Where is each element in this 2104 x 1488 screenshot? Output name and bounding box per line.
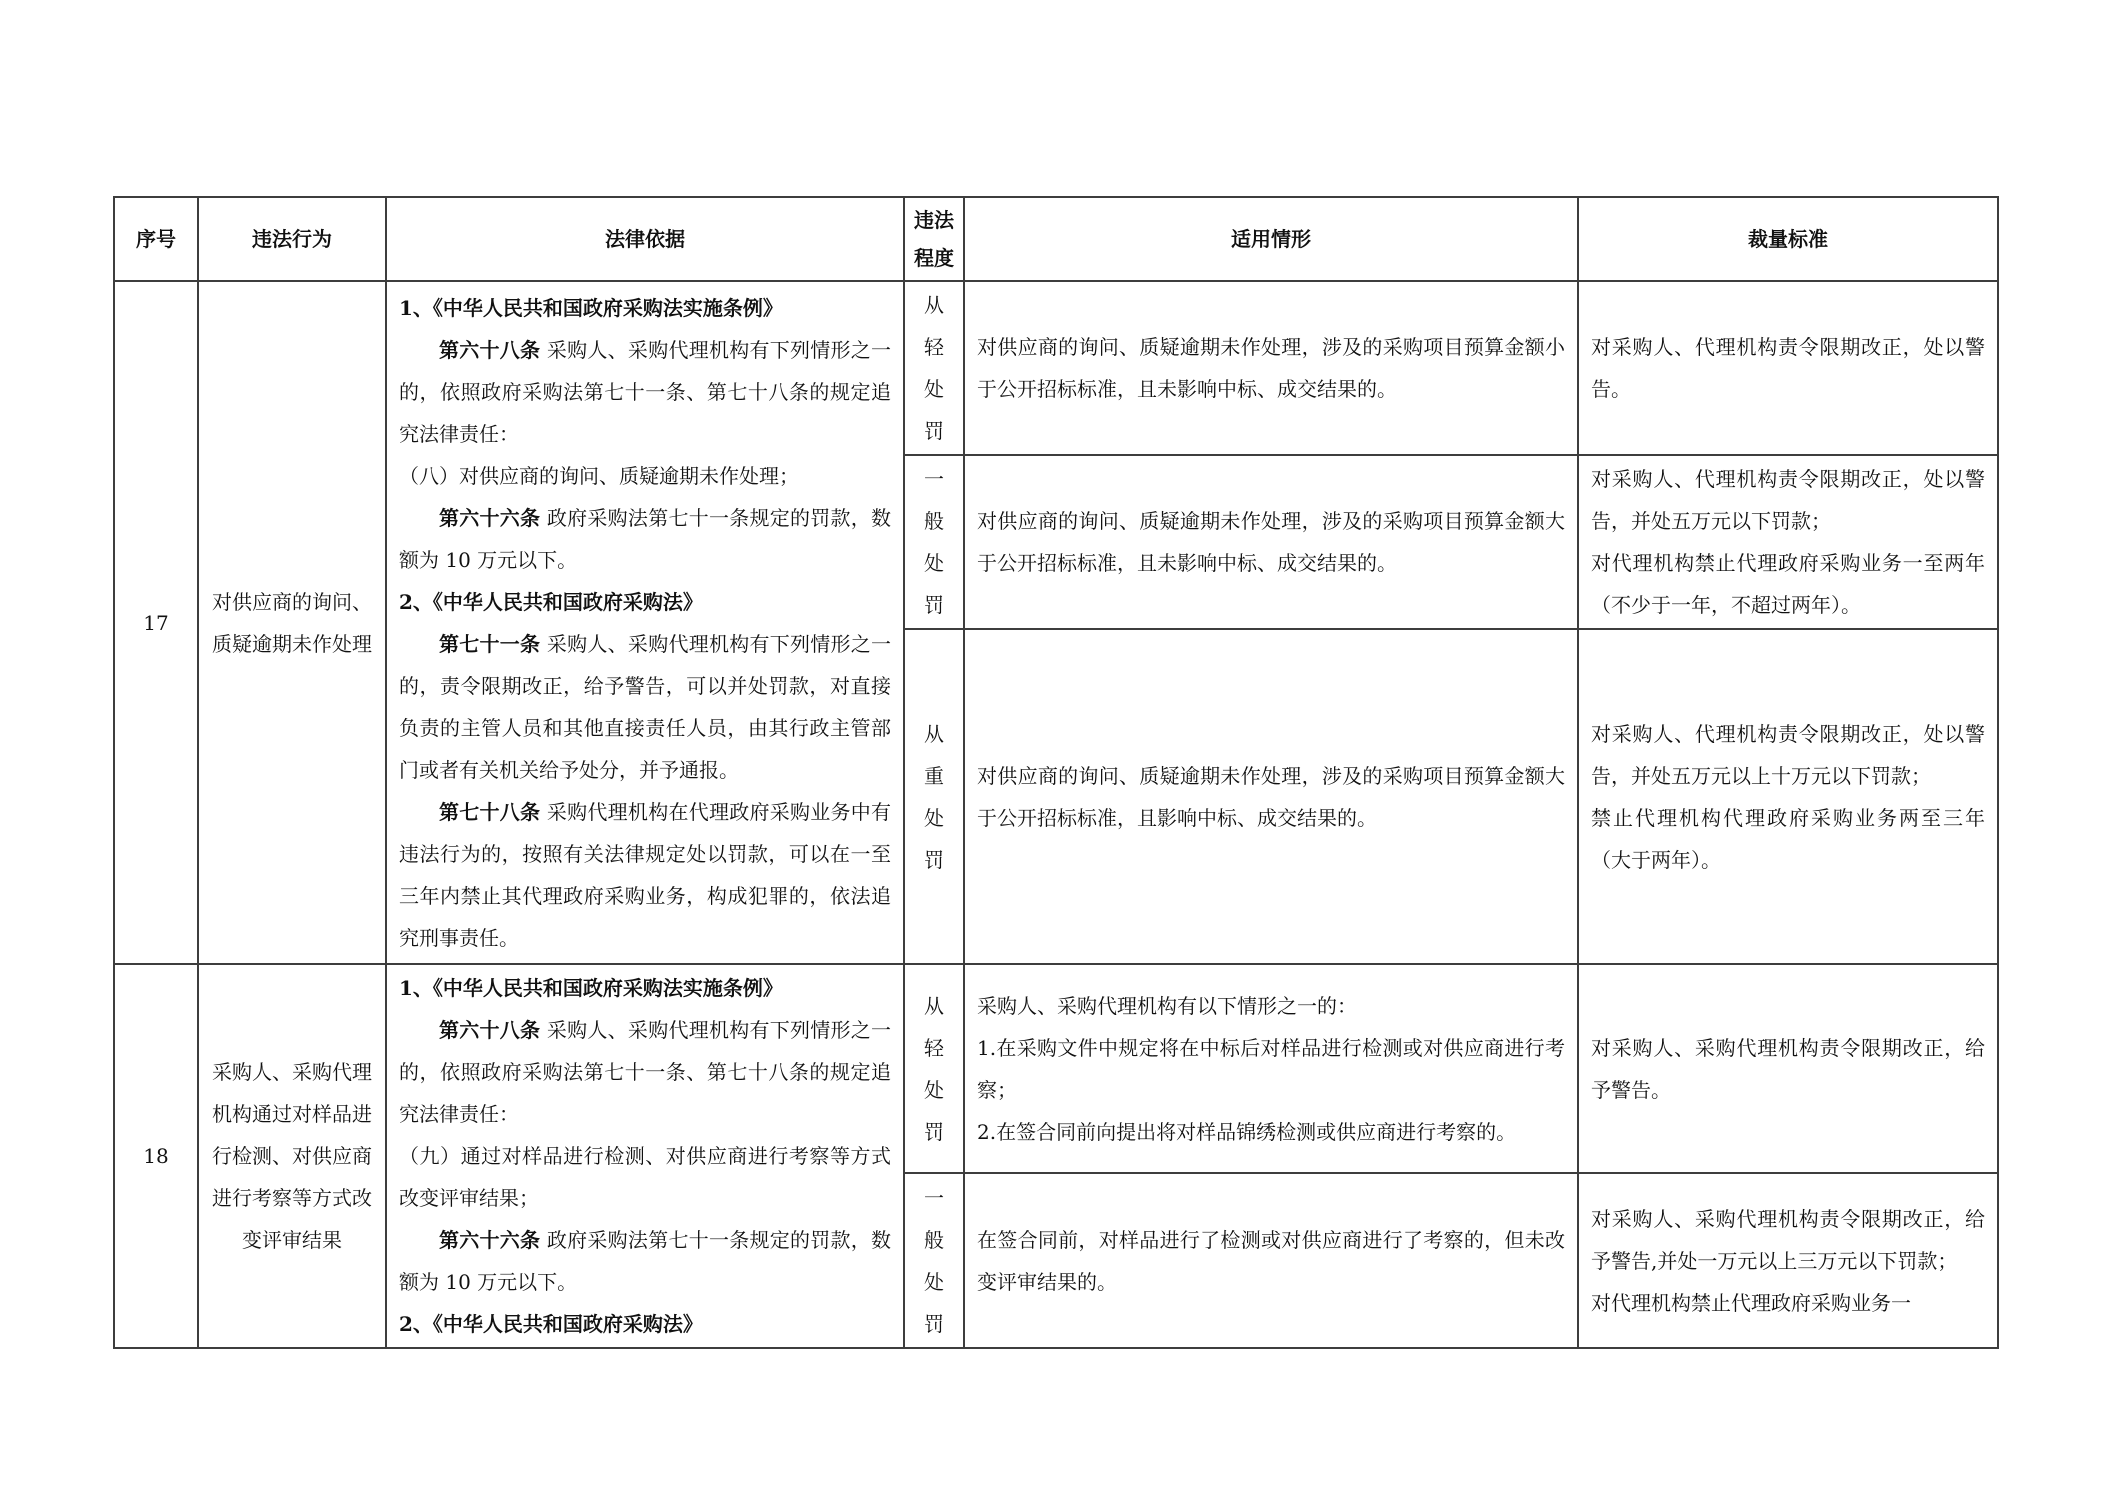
standard-line: 对采购人、代理机构责令限期改正，处以警告。: [1591, 335, 1985, 401]
cell-discretion-standard: [1578, 1173, 1998, 1348]
situation-line: 对供应商的询问、质疑逾期未作处理，涉及的采购项目预算金额大于公开招标标准，且影响中标、成交结果的。: [977, 763, 1565, 830]
situation-line: 对供应商的询问、质疑逾期未作处理，涉及的采购项目预算金额小于公开招标标准，且未影响中标、成交结果的。: [977, 335, 1565, 401]
situation-line: 采购人、采购代理机构有以下情形之一的：: [977, 993, 1357, 1018]
cell-applicable-situation: [964, 964, 1578, 1173]
penalty-discretion-table: [113, 196, 1999, 1349]
cell-applicable-situation: [964, 629, 1578, 964]
table-row: [114, 281, 1998, 455]
cell-applicable-situation: [964, 281, 1578, 455]
legal-text: 政府采购法第七十一条规定的罚款，数额为 10 万元以下。: [399, 505, 892, 572]
legal-basis-paragraph: [399, 791, 891, 959]
cell-violation-degree: 从轻处罚: [904, 281, 964, 455]
cell-legal-basis: [386, 281, 904, 964]
legal-article-ref: 第六十八条: [439, 1018, 541, 1042]
cell-applicable-situation: [964, 1173, 1578, 1348]
legal-basis-paragraph: [399, 329, 891, 455]
col-header-legal-basis: 法律依据: [386, 197, 904, 281]
cell-violation-degree: 从重处罚: [904, 629, 964, 964]
standard-line: 对代理机构禁止代理政府采购业务一至两年（不少于一年，不超过两年）。: [1591, 551, 1985, 617]
cell-violation-degree: 从轻处罚: [904, 964, 964, 1173]
col-header-standard: 裁量标准: [1578, 197, 1998, 281]
col-header-situation: 适用情形: [964, 197, 1578, 281]
table-body: [114, 281, 1998, 1348]
legal-basis-paragraph: [399, 967, 891, 1009]
legal-text: （八）对供应商的询问、质疑逾期未作处理；: [399, 463, 799, 488]
legal-text: 采购人、采购代理机构有下列情形之一的，依照政府采购法第七十一条、第七十八条的规定追究法律责任：: [399, 1018, 892, 1126]
cell-discretion-standard: [1578, 281, 1998, 455]
legal-article-ref: 2、《中华人民共和国政府采购法》: [399, 589, 703, 614]
legal-basis-paragraph: [399, 455, 891, 497]
situation-line: 对供应商的询问、质疑逾期未作处理，涉及的采购项目预算金额大于公开招标标准，且未影响中标、成交结果的。: [977, 509, 1565, 575]
legal-basis-paragraph: [399, 1135, 891, 1219]
standard-line: 对代理机构禁止代理政府采购业务一: [1591, 1290, 1911, 1315]
legal-basis-paragraph: [399, 287, 891, 329]
cell-discretion-standard: [1578, 964, 1998, 1173]
legal-article-ref: 1、《中华人民共和国政府采购法实施条例》: [399, 976, 783, 1000]
cell-sequence-number: 17: [114, 281, 198, 964]
legal-basis-paragraph: [399, 1009, 891, 1135]
cell-discretion-standard: [1578, 629, 1998, 964]
legal-basis-paragraph: [399, 581, 891, 623]
legal-text: 政府采购法第七十一条规定的罚款，数额为 10 万元以下。: [399, 1228, 892, 1294]
situation-line: 1.在采购文件中规定将在中标后对样品进行检测或对供应商进行考察；: [977, 1035, 1565, 1102]
standard-line: 对采购人、代理机构责令限期改正，处以警告，并处五万元以上十万元以下罚款；: [1591, 721, 1985, 788]
situation-line: 2.在签合同前向提出将对样品锦绣检测或供应商进行考察的。: [977, 1119, 1517, 1144]
legal-article-ref: 第七十一条: [439, 631, 541, 656]
cell-illegal-behavior: 采购人、采购代理机构通过对样品进行检测、对供应商进行考察等方式改变评审结果: [198, 964, 386, 1348]
legal-text: （九）通过对样品进行检测、对供应商进行考察等方式改变评审结果；: [399, 1144, 891, 1210]
standard-line: 对采购人、采购代理机构责令限期改正，给予警告,并处一万元以上三万元以下罚款；: [1591, 1206, 1985, 1273]
legal-article-ref: 2、《中华人民共和国政府采购法》: [399, 1312, 703, 1336]
legal-basis-paragraph: [399, 1303, 891, 1345]
header-row: [114, 197, 1998, 281]
legal-article-ref: 1、《中华人民共和国政府采购法实施条例》: [399, 295, 783, 320]
legal-text: 采购代理机构在代理政府采购业务中有违法行为的，按照有关法律规定处以罚款，可以在一至三年内禁止其代理政府采购业务，构成犯罪的，依法追究刑事责任。: [399, 799, 892, 950]
cell-legal-basis: [386, 964, 904, 1348]
col-header-no: 序号: [114, 197, 198, 281]
standard-line: 对采购人、采购代理机构责令限期改正，给予警告。: [1591, 1035, 1985, 1102]
legal-article-ref: 第七十八条: [439, 799, 541, 824]
standard-line: 禁止代理机构代理政府采购业务两至三年（大于两年）。: [1591, 805, 1985, 872]
legal-article-ref: 第六十六条: [439, 1228, 541, 1252]
cell-violation-degree: 一般处罚: [904, 1173, 964, 1348]
table-row: [114, 964, 1998, 1173]
cell-applicable-situation: [964, 455, 1578, 629]
legal-text: 采购人、采购代理机构有下列情形之一的，责令限期改正，给予警告，可以并处罚款，对直接负责的主管人员和其他直接责任人员，由其行政主管部门或者有关机关给予处分，并予通报。: [399, 631, 892, 782]
legal-basis-paragraph: [399, 1219, 891, 1303]
cell-sequence-number: 18: [114, 964, 198, 1348]
col-header-behavior: 违法行为: [198, 197, 386, 281]
legal-article-ref: 第六十六条: [439, 505, 541, 530]
standard-line: 对采购人、代理机构责令限期改正，处以警告，并处五万元以下罚款；: [1591, 467, 1985, 533]
cell-discretion-standard: [1578, 455, 1998, 629]
cell-violation-degree: 一般处罚: [904, 455, 964, 629]
legal-text: 采购人、采购代理机构有下列情形之一的，依照政府采购法第七十一条、第七十八条的规定追究法律责任：: [399, 337, 892, 446]
legal-article-ref: 第六十八条: [439, 337, 541, 362]
col-header-degree: 违法程度: [904, 197, 964, 281]
situation-line: 在签合同前，对样品进行了检测或对供应商进行了考察的，但未改变评审结果的。: [977, 1227, 1565, 1294]
legal-basis-paragraph: [399, 497, 891, 581]
cell-illegal-behavior: 对供应商的询问、质疑逾期未作处理: [198, 281, 386, 964]
legal-basis-paragraph: [399, 623, 891, 791]
